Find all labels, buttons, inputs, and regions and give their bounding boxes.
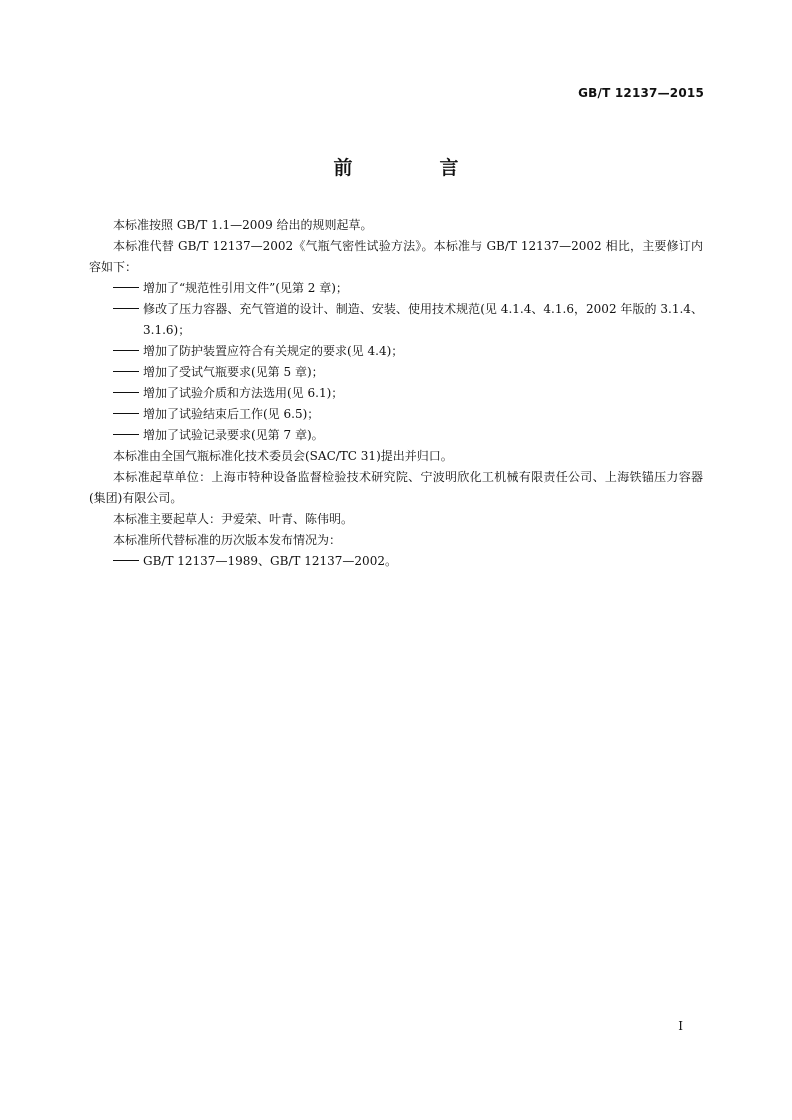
list-item [89, 278, 703, 299]
page-title: 前 言 [333, 157, 493, 179]
paragraph-drafters: 本标准主要起草人：尹爱荣、叶青、陈伟明。 [113, 512, 354, 526]
history-item [89, 551, 703, 572]
dash-bullet [113, 299, 143, 320]
paragraph-proposer: 本标准由全国气瓶标准化技术委员会(SAC/TC 31)提出并归口。 [113, 449, 453, 463]
list-item [89, 341, 703, 362]
list-item-text: 增加了试验介质和方法选用(见 6.1)； [143, 386, 344, 400]
list-item [89, 362, 703, 383]
list-item-text: 增加了受试气瓶要求(见第 5 章)； [143, 365, 324, 379]
dash-bullet [113, 383, 143, 404]
standard-code-header: GB/T 12137—2015 [578, 86, 704, 100]
list-item-text: 修改了压力容器、充气管道的设计、制造、安装、使用技术规范(见 4.1.4、4.1.6，2002 年版的 3.1.4、3.1.6)； [143, 302, 703, 337]
list-item-text: 增加了“规范性引用文件”(见第 2 章)； [143, 281, 348, 295]
list-item [89, 299, 703, 341]
dash-bullet [113, 425, 143, 446]
paragraph-drafting-rules: 本标准按照 GB/T 1.1—2009 给出的规则起草。 [113, 218, 373, 232]
list-item [89, 425, 703, 446]
page-number: I [678, 1019, 683, 1033]
dash-bullet [113, 551, 143, 572]
dash-bullet [113, 278, 143, 299]
list-item-text: 增加了防护装置应符合有关规定的要求(见 4.4)； [143, 344, 404, 358]
history-item-text: GB/T 12137—1989、GB/T 12137—2002。 [143, 554, 397, 568]
list-item-text: 增加了试验记录要求(见第 7 章)。 [143, 428, 324, 442]
list-item [89, 383, 703, 404]
list-item-text: 增加了试验结束后工作(见 6.5)； [143, 407, 320, 421]
paragraph-drafting-units: 本标准起草单位：上海市特种设备监督检验技术研究院、宁波明欣化工机械有限责任公司、上海铁锚压力容器(集团)有限公司。 [89, 470, 703, 505]
list-item [89, 404, 703, 425]
dash-bullet [113, 341, 143, 362]
paragraph-replacement: 本标准代替 GB/T 12137—2002《气瓶气密性试验方法》。本标准与 GB/T 12137—2002 相比，主要修订内容如下： [89, 239, 703, 274]
paragraph-history-intro: 本标准所代替标准的历次版本发布情况为： [113, 533, 342, 547]
dash-bullet [113, 362, 143, 383]
dash-bullet [113, 404, 143, 425]
document-body [89, 215, 703, 572]
